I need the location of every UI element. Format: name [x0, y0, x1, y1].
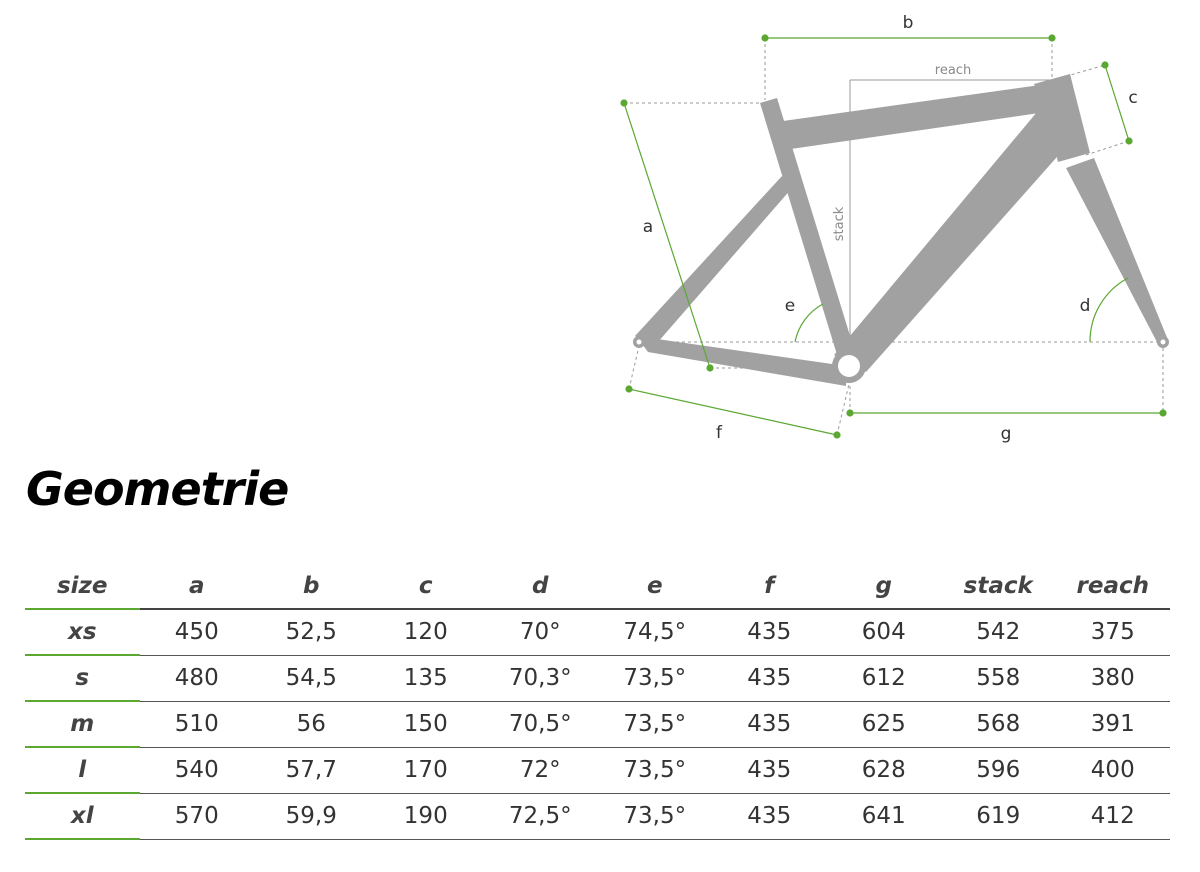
- table-cell: 596: [941, 747, 1056, 793]
- bottom-bracket-hole: [838, 355, 860, 377]
- dot-g-left: [846, 409, 853, 416]
- geometry-table: [25, 564, 1170, 840]
- dimension-dots: [620, 34, 1166, 438]
- table-cell: 435: [712, 793, 827, 839]
- table-cell: 135: [369, 655, 484, 701]
- dot-f-left: [625, 385, 632, 392]
- header-reach: reach: [1056, 564, 1171, 609]
- dim-c-line: [1105, 65, 1129, 141]
- page-title: Geometrie: [26, 462, 289, 516]
- table-cell: 619: [941, 793, 1056, 839]
- reference-lines: [624, 38, 1163, 435]
- table-cell: 54,5: [254, 655, 369, 701]
- header-e: e: [598, 564, 713, 609]
- table-cell: 380: [1056, 655, 1171, 701]
- chain-stay: [636, 336, 846, 386]
- table-cell: 568: [941, 701, 1056, 747]
- table-cell: 480: [140, 655, 255, 701]
- table-cell: 74,5°: [598, 609, 713, 655]
- front-dropout-hole: [1161, 340, 1166, 345]
- dot-c-bottom: [1125, 137, 1132, 144]
- size-cell: m: [25, 701, 140, 747]
- table-cell: 170: [369, 747, 484, 793]
- label-stack: stack: [832, 206, 847, 242]
- table-cell: 52,5: [254, 609, 369, 655]
- dim-f-line: [629, 389, 837, 435]
- table-cell: 56: [254, 701, 369, 747]
- dot-f-right: [833, 431, 840, 438]
- table-cell: 510: [140, 701, 255, 747]
- table-cell: 628: [827, 747, 942, 793]
- dot-g-right: [1159, 409, 1166, 416]
- header-b: b: [254, 564, 369, 609]
- label-f: f: [716, 423, 722, 443]
- table-cell: 625: [827, 701, 942, 747]
- header-size: size: [25, 564, 140, 609]
- size-cell: xs: [25, 609, 140, 655]
- table-cell: 70,5°: [483, 701, 598, 747]
- table-cell: 400: [1056, 747, 1171, 793]
- header-stack: stack: [941, 564, 1056, 609]
- table-cell: 120: [369, 609, 484, 655]
- table-cell: 641: [827, 793, 942, 839]
- table-cell: 542: [941, 609, 1056, 655]
- table-cell: 435: [712, 609, 827, 655]
- label-a: a: [642, 217, 654, 237]
- dimension-lines: [624, 38, 1163, 435]
- dot-a-bottom: [706, 364, 713, 371]
- header-a: a: [140, 564, 255, 609]
- label-c: c: [1128, 88, 1138, 108]
- table-cell: 612: [827, 655, 942, 701]
- table-row: [25, 609, 1170, 655]
- table-cell: 412: [1056, 793, 1171, 839]
- dot-b-right: [1048, 34, 1055, 41]
- label-d: d: [1079, 296, 1091, 316]
- table-cell: 435: [712, 655, 827, 701]
- table-cell: 59,9: [254, 793, 369, 839]
- table-cell: 150: [369, 701, 484, 747]
- size-cell: xl: [25, 793, 140, 839]
- dot-c-top: [1101, 61, 1108, 68]
- table-cell: 73,5°: [598, 655, 713, 701]
- dot-b-left: [761, 34, 768, 41]
- table-cell: 70,3°: [483, 655, 598, 701]
- table-cell: 435: [712, 747, 827, 793]
- table-cell: 375: [1056, 609, 1171, 655]
- table-cell: 604: [827, 609, 942, 655]
- size-cell: l: [25, 747, 140, 793]
- label-e: e: [784, 296, 796, 316]
- table-row: [25, 793, 1170, 839]
- table-cell: 391: [1056, 701, 1171, 747]
- bike-frame: [633, 74, 1169, 386]
- size-cell: s: [25, 655, 140, 701]
- table-cell: 570: [140, 793, 255, 839]
- label-g: g: [1000, 424, 1012, 444]
- table-cell: 558: [941, 655, 1056, 701]
- dim-e-arc: [795, 304, 823, 342]
- table-cell: 73,5°: [598, 747, 713, 793]
- label-b: b: [902, 13, 914, 33]
- header-f: f: [712, 564, 827, 609]
- table-cell: 73,5°: [598, 701, 713, 747]
- header-d: d: [483, 564, 598, 609]
- table-cell: 435: [712, 701, 827, 747]
- f-ext-right: [837, 380, 850, 435]
- header-g: g: [827, 564, 942, 609]
- table-row: [25, 655, 1170, 701]
- dim-d-arc: [1090, 278, 1128, 342]
- f-ext-left: [629, 342, 640, 389]
- rear-dropout-hole: [637, 340, 642, 345]
- dot-a-top: [620, 99, 627, 106]
- table-cell: 72°: [483, 747, 598, 793]
- table-cell: 57,7: [254, 747, 369, 793]
- table-cell: 190: [369, 793, 484, 839]
- down-tube: [834, 106, 1072, 372]
- table-cell: 450: [140, 609, 255, 655]
- table-cell: 70°: [483, 609, 598, 655]
- table-header-row: [25, 564, 1170, 609]
- label-reach: reach: [934, 63, 972, 78]
- table-row: [25, 701, 1170, 747]
- seat-stay: [635, 176, 792, 350]
- c-ext-bottom: [1086, 141, 1129, 155]
- table-cell: 540: [140, 747, 255, 793]
- fork: [1066, 158, 1168, 344]
- top-tube: [776, 85, 1046, 150]
- header-c: c: [369, 564, 484, 609]
- table-cell: 72,5°: [483, 793, 598, 839]
- table-row: [25, 747, 1170, 793]
- table-cell: 73,5°: [598, 793, 713, 839]
